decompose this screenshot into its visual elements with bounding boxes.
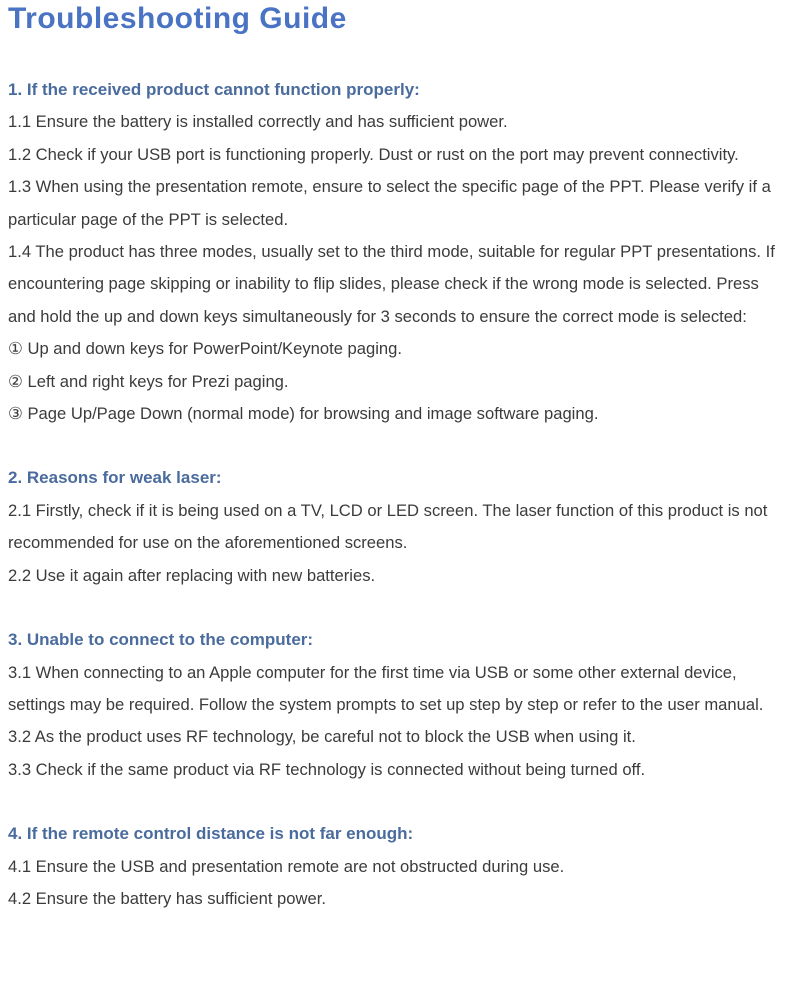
paragraph: 1.2 Check if your USB port is functioning properly. Dust or rust on the port may prevent connectivity. (8, 144, 739, 164)
section-3 (8, 624, 784, 786)
section-4-heading: 4. If the remote control distance is not far enough: (8, 824, 414, 844)
section-1-heading: 1. If the received product cannot function properly: (8, 80, 420, 99)
section-4 (8, 818, 784, 915)
paragraph: 4.2 Ensure the battery has sufficient power. (8, 888, 326, 908)
paragraph: 3.2 As the product uses RF technology, be careful not to block the USB when using it. (8, 727, 636, 747)
paragraph: 3.1 When connecting to an Apple computer for the first time via USB or some other external device, settings may be required. Follow the system prompts to set up step by step or refer to the user manual. (8, 662, 764, 714)
page-title: Troubleshooting Guide (8, 2, 347, 35)
list-item-circled-2: ② Left and right keys for Prezi paging. (8, 371, 289, 391)
list-item-circled-3: ③ Page Up/Page Down (normal mode) for browsing and image software paging. (8, 404, 599, 424)
paragraph: 1.3 When using the presentation remote, ensure to select the specific page of the PPT. Please verify if a particular page of the PPT is selected. (8, 177, 771, 229)
section-3-heading: 3. Unable to connect to the computer: (8, 630, 314, 650)
paragraph: 1.1 Ensure the battery is installed correctly and has sufficient power. (8, 112, 508, 132)
section-2-heading: 2. Reasons for weak laser: (8, 468, 222, 488)
section-1 (8, 74, 784, 430)
paragraph: 1.4 The product has three modes, usually set to the third mode, suitable for regular PPT presentations. If encountering page skipping or inability to flip slides, please check if the wrong mode is selected. Press and hold the up and down keys simultaneously for 3 seconds to ensure the correct mode is selected: (8, 242, 775, 326)
section-2 (8, 462, 784, 592)
list-item-circled-1: ① Up and down keys for PowerPoint/Keynote paging. (8, 339, 402, 359)
paragraph: 2.2 Use it again after replacing with new batteries. (8, 565, 376, 585)
paragraph: 2.1 Firstly, check if it is being used on a TV, LCD or LED screen. The laser function of this product is not recommended for use on the aforementioned screens. (8, 500, 768, 553)
paragraph: 3.3 Check if the same product via RF technology is connected without being turned off. (8, 759, 646, 779)
paragraph: 4.1 Ensure the USB and presentation remote are not obstructed during use. (8, 856, 565, 876)
